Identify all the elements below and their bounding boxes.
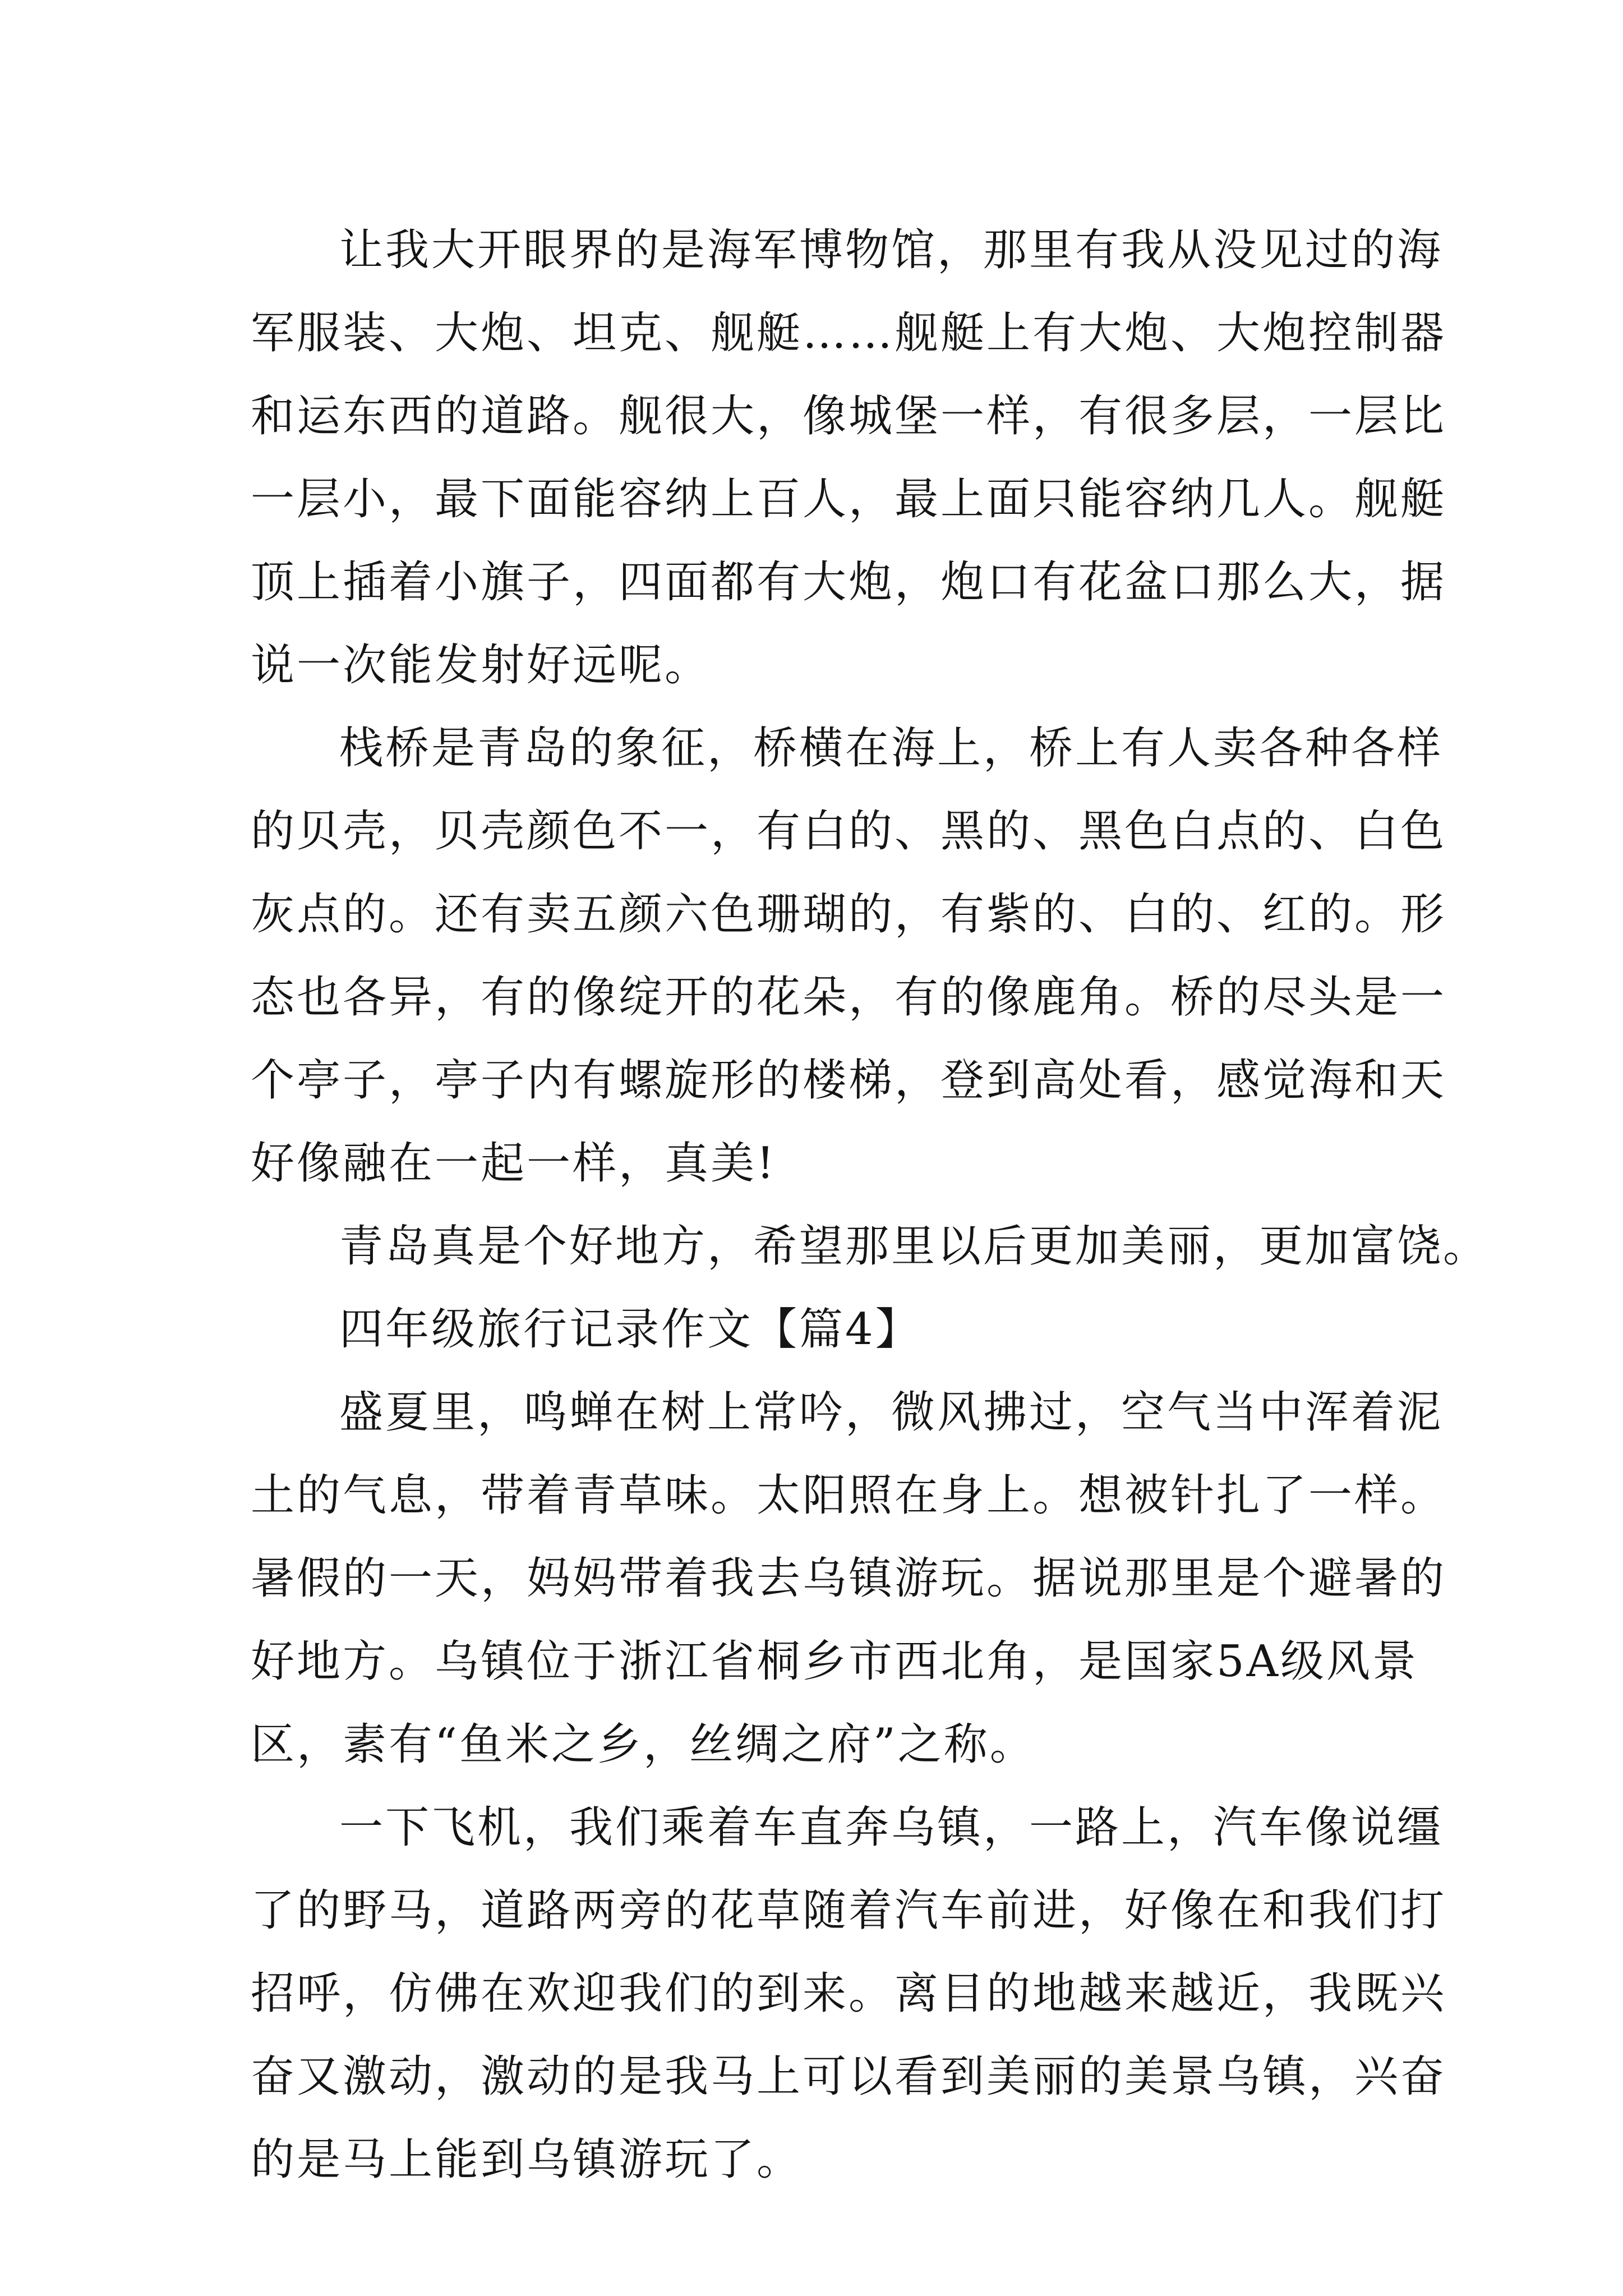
text-line: 一下飞机，我们乘着车直奔乌镇，一路上，汽车像说缰 [339,1802,1444,1853]
text-line: 个亭子，亭子内有螺旋形的楼梯，登到高处看，感觉海和天 [251,1055,1447,1106]
text-line: 军服装、大炮、坦克、舰艇……舰艇上有大炮、大炮控制器 [251,308,1447,358]
text-line: 了的野马，道路两旁的花草随着汽车前进，好像在和我们打 [251,1885,1447,1936]
text-line: 奋又激动，激动的是我马上可以看到美丽的美景乌镇，兴奋 [251,2051,1447,2102]
text-line: 盛夏里，鸣蝉在树上常吟，微风拂过，空气当中浑着泥 [339,1387,1444,1438]
text-line: 招呼，仿佛在欢迎我们的到来。离目的地越来越近，我既兴 [251,1968,1447,2019]
text-line: 的是马上能到乌镇游玩了。 [251,2134,803,2185]
text-line: 一层小，最下面能容纳上百人，最上面只能容纳几人。舰艇 [251,474,1447,524]
text-line: 土的气息，带着青草味。太阳照在身上。想被针扎了一样。 [251,1470,1447,1521]
section-heading: 四年级旅行记录作文【篇4】 [339,1304,921,1355]
document-body [251,209,1490,2201]
text-line: 灰点的。还有卖五颜六色珊瑚的，有紫的、白的、红的。形 [251,889,1447,940]
text-line: 栈桥是青岛的象征，桥横在海上，桥上有人卖各种各样 [339,723,1444,774]
text-line: 的贝壳，贝壳颜色不一，有白的、黑的、黑色白点的、白色 [251,806,1447,857]
text-line: 好地方。乌镇位于浙江省桐乡市西北角，是国家5A级风景 [251,1636,1418,1687]
text-line: 说一次能发射好远呢。 [251,640,711,691]
text-line: 顶上插着小旗子，四面都有大炮，炮口有花盆口那么大，据 [251,557,1447,608]
text-line: 青岛真是个好地方，希望那里以后更加美丽，更加富饶。 [339,1221,1490,1272]
text-line: 好像融在一起一样，真美! [251,1138,777,1189]
text-line: 态也各异，有的像绽开的花朵，有的像鹿角。桥的尽头是一 [251,972,1447,1023]
text-line: 让我大开眼界的是海军博物馆，那里有我从没见过的海 [339,225,1444,275]
text-line: 暑假的一天，妈妈带着我去乌镇游玩。据说那里是个避暑的 [251,1553,1447,1604]
text-line: 区，素有“鱼米之乡，丝绸之府”之称。 [251,1719,1036,1770]
text-line: 和运东西的道路。舰很大，像城堡一样，有很多层，一层比 [251,391,1447,441]
